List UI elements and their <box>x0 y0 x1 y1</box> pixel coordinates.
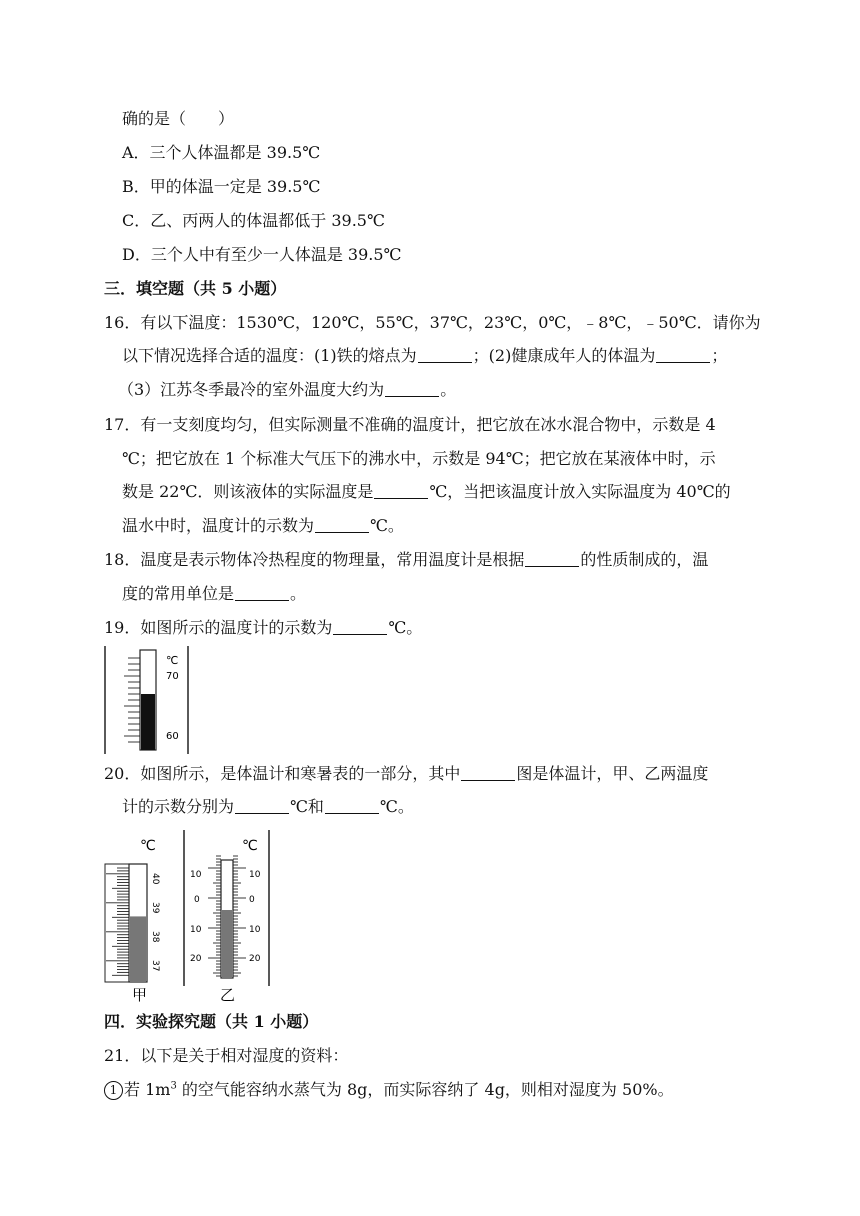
q19-tick-marks <box>124 658 140 742</box>
jia-label-39: 39 <box>150 902 160 914</box>
jia-liquid-column <box>130 916 146 982</box>
jia-label-37: 37 <box>150 960 160 972</box>
jia-label-38: 38 <box>150 931 160 943</box>
yi-unit-label: ℃ <box>242 838 258 854</box>
q17-line-4: 温水中时，温度计的示数为 ℃。 <box>122 516 404 535</box>
q19-thermometer-figure <box>104 646 194 754</box>
yi-left-label-10-top: 10 <box>190 870 202 880</box>
q18-blank-2[interactable] <box>235 584 289 601</box>
q16-line-1: 16．有以下温度：1530℃，120℃，55℃，37℃，23℃，0℃，﹣8℃，﹣50℃．请你为 <box>104 313 761 332</box>
q18-line-1: 18．温度是表示物体冷热程度的物理量，常用温度计是根据 的性质制成的，温 <box>104 550 709 569</box>
q21-line-2: 1 若 $1m^3$ 的空气能容纳水蒸气为 8g，而实际容纳了 4g，则相对湿度为 50%。 <box>104 1080 674 1100</box>
q19-label-60: 60 <box>166 731 179 742</box>
q20-line-1: 20．如图所示，是体温计和寒暑表的一部分，其中 图是体温计，甲、乙两温度 <box>104 764 709 783</box>
q16-blank-2[interactable] <box>656 346 710 363</box>
yi-right-label-20: 20 <box>249 954 261 964</box>
q17-line-3: 数是 22℃．则该液体的实际温度是 ℃，当把该温度计放入实际温度为 40℃的 <box>122 482 731 501</box>
yi-caption: 乙 <box>220 986 236 1002</box>
q16-blank-3[interactable] <box>385 380 439 397</box>
q15-option-b: B．甲的体温一定是 39.5℃ <box>122 177 321 196</box>
yi-left-label-20: 20 <box>190 954 202 964</box>
q20-blank-1[interactable] <box>461 764 515 781</box>
q19-blank-1[interactable] <box>333 618 387 635</box>
q20-figure-jia <box>100 830 180 1002</box>
yi-liquid-column <box>222 910 232 978</box>
q17-blank-1[interactable] <box>374 482 428 499</box>
q18-line-2: 度的常用单位是 。 <box>122 584 307 603</box>
yi-right-label-10-bottom: 10 <box>249 925 261 935</box>
q21-line-1: 21．以下是关于相对湿度的资料： <box>104 1046 349 1065</box>
q16-blank-1[interactable] <box>418 346 472 363</box>
q15-option-d: D．三个人中有至少一人体温是 39.5℃ <box>122 245 402 264</box>
q15-stem-tail: 确的是（ ） <box>122 109 235 128</box>
q19-label-70: 70 <box>166 671 179 682</box>
q15-option-c: C．乙、丙两人的体温都低于 39.5℃ <box>122 211 385 230</box>
section-4-title: 四．实验探究题（共 1 小题） <box>104 1012 319 1031</box>
jia-unit-label: ℃ <box>140 838 156 854</box>
q20-blank-2[interactable] <box>235 797 289 814</box>
yi-left-label-10-bottom: 10 <box>190 925 202 935</box>
q17-line-2: ℃；把它放在 1 个标准大气压下的沸水中，示数是 94℃；把它放在某液体中时，示 <box>122 449 716 468</box>
q19-unit-label: ℃ <box>166 654 179 667</box>
q20-blank-3[interactable] <box>325 797 379 814</box>
q17-blank-2[interactable] <box>315 516 369 533</box>
q19-liquid-column <box>141 694 155 750</box>
q19-line-1: 19．如图所示的温度计的示数为 ℃。 <box>104 618 423 637</box>
q17-line-1: 17．有一支刻度均匀，但实际测量不准确的温度计，把它放在冰水混合物中，示数是 4 <box>104 415 716 434</box>
jia-caption: 甲 <box>132 986 148 1002</box>
jia-tick-marks <box>106 868 129 975</box>
yi-right-label-10-top: 10 <box>249 870 261 880</box>
q15-option-a: A．三个人体温都是 39.5℃ <box>122 143 321 162</box>
q18-blank-1[interactable] <box>525 550 579 567</box>
q20-figure-yi <box>180 826 275 1002</box>
jia-label-40: 40 <box>150 873 160 885</box>
yi-left-label-0: 0 <box>194 895 200 905</box>
yi-right-label-0: 0 <box>249 895 255 905</box>
q21-circled-marker: 1 <box>104 1081 123 1100</box>
q16-line-3: （3）江苏冬季最冷的室外温度大约为 。 <box>118 380 457 399</box>
q20-line-2: 计的示数分别为 ℃和 ℃。 <box>122 797 414 816</box>
section-3-title: 三．填空题（共 5 小题） <box>104 279 287 298</box>
q16-line-2: 以下情况选择合适的温度：(1)铁的熔点为 ；(2)健康成年人的体温为 ； <box>122 346 728 365</box>
